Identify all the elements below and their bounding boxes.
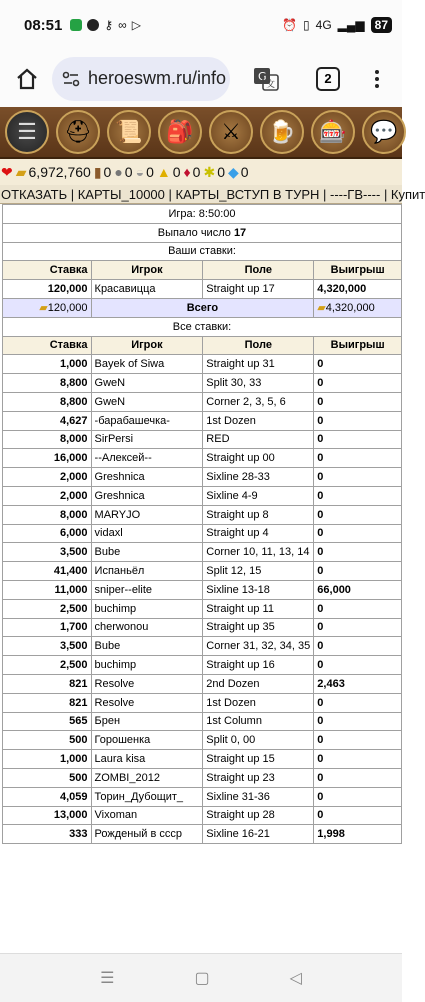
bet-amount: 2,500 [3, 656, 92, 675]
win-amount: 0 [314, 787, 402, 806]
game-title: Игра: 8:50:00 [3, 205, 402, 224]
bet-amount: 821 [3, 693, 92, 712]
win-amount: 0 [314, 524, 402, 543]
svg-text:G: G [258, 69, 267, 83]
all-bets-heading-row [3, 317, 402, 336]
resources-bar [0, 159, 402, 185]
bet-amount: 120,000 [3, 280, 92, 299]
win-amount: 0 [314, 468, 402, 487]
network-label: 4G [315, 18, 332, 32]
resource-diamond [228, 164, 249, 181]
player-name[interactable]: Bube [91, 637, 203, 656]
win-amount: 0 [314, 392, 402, 411]
tavern-mug-icon[interactable]: 🍺 [260, 110, 304, 154]
player-name[interactable]: Greshnica [91, 486, 203, 505]
bet-amount: 4,059 [3, 787, 92, 806]
bet-field: Corner 31, 32, 34, 35 [203, 637, 314, 656]
player-name[interactable]: Bube [91, 543, 203, 562]
table-row [3, 712, 402, 731]
resource-mercury [136, 164, 154, 180]
player-name[interactable]: sniper--elite [91, 580, 203, 599]
bet-field: Sixline 4-9 [203, 486, 314, 505]
table-row [3, 825, 402, 844]
messenger-icon [87, 19, 99, 31]
ore-amount: 0 [124, 164, 133, 180]
player-name[interactable]: Красавицца [91, 280, 203, 299]
player-name[interactable]: SirPersi [91, 430, 203, 449]
site-settings-icon [62, 70, 80, 88]
resource-health [1, 164, 13, 181]
bet-amount: 821 [3, 674, 92, 693]
bet-amount: 8,000 [3, 430, 92, 449]
bet-amount: 1,700 [3, 618, 92, 637]
menu-dot-icon [375, 70, 379, 74]
translate-button[interactable] [250, 63, 282, 95]
gold-icon: ▰ [15, 163, 27, 180]
all-bets-heading: Все ставки: [3, 317, 402, 336]
player-name[interactable]: MARYJO [91, 505, 203, 524]
heart-icon: ❤ [1, 163, 13, 180]
bet-amount: 8,800 [3, 374, 92, 393]
sulfur-icon: ▲ [156, 164, 171, 180]
table-row [3, 656, 402, 675]
bet-amount: 4,627 [3, 411, 92, 430]
table-row [3, 618, 402, 637]
gold-amount: 6,972,760 [28, 164, 91, 180]
browser-menu-button[interactable] [372, 70, 382, 88]
back-icon[interactable]: ◁ [289, 970, 302, 987]
bet-field: 1st Dozen [203, 693, 314, 712]
my-bet-row [3, 280, 402, 299]
main-menu-icon[interactable]: ☰ [5, 110, 49, 154]
col-header-bet: Ставка [3, 261, 92, 280]
player-name[interactable]: -барабашечка- [91, 411, 203, 430]
win-amount: 0 [314, 599, 402, 618]
key-icon: ⚷ [104, 18, 114, 32]
player-name[interactable]: Bayek of Siwa [91, 355, 203, 374]
table-row [3, 787, 402, 806]
bet-field: 1st Column [203, 712, 314, 731]
player-name[interactable]: Рожденый в ссср [91, 825, 203, 844]
player-name[interactable]: ZOMBI_2012 [91, 768, 203, 787]
player-name[interactable]: cherwonou [91, 618, 203, 637]
total-bet: 120,000 [47, 302, 88, 315]
table-row [3, 806, 402, 825]
bet-amount: 13,000 [3, 806, 92, 825]
bet-amount: 565 [3, 712, 92, 731]
menu-dot-icon [375, 77, 379, 81]
total-bet-cell [3, 298, 92, 317]
recent-apps-icon[interactable]: ☰ [100, 970, 115, 987]
table-row [3, 524, 402, 543]
win-amount: 0 [314, 731, 402, 750]
character-helmet-icon[interactable]: ⛑ [56, 110, 100, 154]
player-name[interactable]: Брен [91, 712, 203, 731]
player-name[interactable]: buchimp [91, 656, 203, 675]
win-amount: 1,998 [314, 825, 402, 844]
player-name[interactable]: --Алексей-- [91, 449, 203, 468]
map-scroll-icon[interactable]: 📜 [107, 110, 151, 154]
browser-toolbar [0, 50, 402, 107]
signal-icon: ▂▄▆ [337, 18, 365, 32]
gems-amount: 0 [217, 164, 225, 180]
chat-bubble-icon[interactable]: 💬 [362, 110, 406, 154]
bet-amount: 3,500 [3, 637, 92, 656]
whatsapp-icon [70, 19, 82, 31]
bet-field: Straight up 11 [203, 599, 314, 618]
inventory-bag-icon[interactable]: 🎒 [158, 110, 202, 154]
win-amount: 0 [314, 562, 402, 581]
col-header-bet: Ставка [3, 336, 92, 355]
table-row [3, 355, 402, 374]
win-amount: 0 [314, 411, 402, 430]
menu-dot-icon [375, 84, 379, 88]
win-amount: 0 [314, 806, 402, 825]
player-name[interactable]: vidaxl [91, 524, 203, 543]
mercury-icon: ◒ [135, 164, 145, 180]
svg-text:文: 文 [266, 79, 276, 90]
table-row [3, 599, 402, 618]
col-header-player: Игрок [91, 336, 203, 355]
home-icon [15, 67, 39, 91]
battery-indicator: 87 [371, 17, 392, 33]
my-bets-total-row [3, 298, 402, 317]
bet-field: Straight up 17 [203, 280, 314, 299]
win-amount: 0 [314, 656, 402, 675]
table-row [3, 543, 402, 562]
bet-field: Split 12, 15 [203, 562, 314, 581]
alarm-icon: ⏰ [282, 18, 298, 32]
player-name[interactable]: GweN [91, 374, 203, 393]
status-bar [0, 0, 402, 50]
tab-switcher-button[interactable]: 2 [316, 67, 340, 91]
col-header-field: Поле [203, 261, 314, 280]
home-button[interactable] [12, 64, 42, 94]
bet-field: Straight up 4 [203, 524, 314, 543]
win-amount: 66,000 [314, 580, 402, 599]
table-row [3, 693, 402, 712]
bet-field: Straight up 15 [203, 750, 314, 769]
bet-field: Split 30, 33 [203, 374, 314, 393]
wood-icon: ▮ [93, 163, 102, 180]
my-bets-header-row [3, 261, 402, 280]
bet-field: Straight up 23 [203, 768, 314, 787]
bet-amount: 16,000 [3, 449, 92, 468]
resource-crystal [184, 164, 201, 180]
bet-field: Straight up 16 [203, 656, 314, 675]
link-icon: ∞ [118, 18, 127, 32]
bet-field: Sixline 13-18 [203, 580, 314, 599]
table-row [3, 731, 402, 750]
channels-strip[interactable]: ОТКАЗАТЬ | КАРТЫ_10000 | КАРТЫ_ВСТУП В ТУРН | ----ГВ---- | Купит [1, 187, 425, 202]
bet-field: 2nd Dozen [203, 674, 314, 693]
bet-field: Corner 2, 3, 5, 6 [203, 392, 314, 411]
bet-field: Sixline 31-36 [203, 787, 314, 806]
table-row [3, 486, 402, 505]
bet-amount: 3,500 [3, 543, 92, 562]
bets-table [2, 204, 402, 844]
table-row [3, 468, 402, 487]
bet-amount: 333 [3, 825, 92, 844]
win-amount: 0 [314, 374, 402, 393]
win-amount: 2,463 [314, 674, 402, 693]
bet-field: Straight up 31 [203, 355, 314, 374]
win-amount: 0 [314, 430, 402, 449]
notification-icons [70, 18, 141, 32]
my-bets-heading: Ваши ставки: [3, 242, 402, 261]
my-bets-heading-row [3, 242, 402, 261]
player-name[interactable]: buchimp [91, 599, 203, 618]
address-bar[interactable] [52, 57, 230, 101]
mercury-amount: 0 [146, 164, 154, 180]
bet-field: Straight up 8 [203, 505, 314, 524]
resource-gold [16, 164, 91, 181]
roulette-icon[interactable]: 🎰 [311, 110, 355, 154]
play-icon: ▷ [131, 18, 141, 32]
bet-amount: 2,500 [3, 599, 92, 618]
total-win-cell [314, 298, 402, 317]
result-row [3, 223, 402, 242]
win-amount: 0 [314, 750, 402, 769]
bet-field: Split 0, 00 [203, 731, 314, 750]
bet-amount: 2,000 [3, 486, 92, 505]
player-name[interactable]: GweN [91, 392, 203, 411]
game-results [0, 204, 402, 953]
bet-amount: 500 [3, 768, 92, 787]
table-row [3, 750, 402, 769]
bet-amount: 2,000 [3, 468, 92, 487]
bet-amount: 6,000 [3, 524, 92, 543]
table-row [3, 580, 402, 599]
total-label: Всего [91, 298, 314, 317]
bet-amount: 8,800 [3, 392, 92, 411]
bet-amount: 41,400 [3, 562, 92, 581]
all-bets-header-row [3, 336, 402, 355]
win-amount: 0 [314, 768, 402, 787]
player-name[interactable]: Greshnica [91, 468, 203, 487]
table-row [3, 392, 402, 411]
bet-field: Straight up 28 [203, 806, 314, 825]
wood-amount: 0 [103, 164, 112, 180]
player-name[interactable]: Горошенка [91, 731, 203, 750]
vibrate-icon: ▯ [303, 18, 310, 32]
col-header-win: Выигрыш [314, 261, 402, 280]
col-header-player: Игрок [91, 261, 203, 280]
bet-amount: 1,000 [3, 355, 92, 374]
gold-icon: ▰ [39, 302, 48, 315]
win-amount: 0 [314, 618, 402, 637]
player-name[interactable]: Resolve [91, 693, 203, 712]
win-amount: 0 [314, 637, 402, 656]
game-nav-bar [0, 107, 402, 159]
win-amount: 0 [314, 505, 402, 524]
table-row [3, 430, 402, 449]
table-row [3, 411, 402, 430]
win-amount: 0 [314, 355, 402, 374]
bet-field: Sixline 28-33 [203, 468, 314, 487]
col-header-win: Выигрыш [314, 336, 402, 355]
win-amount: 0 [314, 449, 402, 468]
battles-swords-icon[interactable]: ⚔ [209, 110, 253, 154]
crystal-amount: 0 [192, 164, 201, 180]
game-title-row [3, 205, 402, 224]
win-amount: 0 [314, 486, 402, 505]
resource-gems [203, 164, 225, 181]
home-nav-icon[interactable]: ▢ [194, 970, 210, 987]
result-text [3, 223, 402, 242]
table-row [3, 637, 402, 656]
table-row [3, 674, 402, 693]
result-label: Выпало число [157, 226, 231, 239]
player-name[interactable]: Vixoman [91, 806, 203, 825]
sulfur-amount: 0 [172, 164, 181, 180]
bet-field: RED [203, 430, 314, 449]
resource-wood [94, 164, 112, 181]
table-row [3, 374, 402, 393]
bet-amount: 500 [3, 731, 92, 750]
player-name[interactable]: Торин_Дубощит_ [91, 787, 203, 806]
col-header-field: Поле [203, 336, 314, 355]
bet-field: 1st Dozen [203, 411, 314, 430]
diamond-amount: 0 [240, 164, 249, 180]
status-right [282, 17, 392, 33]
ore-icon: ● [114, 164, 123, 180]
win-amount: 0 [314, 712, 402, 731]
table-row [3, 505, 402, 524]
resource-ore [114, 164, 132, 180]
bet-field: Straight up 00 [203, 449, 314, 468]
player-name[interactable]: Resolve [91, 674, 203, 693]
result-number: 17 [233, 226, 247, 239]
bet-field: Sixline 16-21 [203, 825, 314, 844]
gems-icon: ✱ [203, 163, 216, 180]
bet-field: Straight up 35 [203, 618, 314, 637]
gold-icon: ▰ [317, 302, 326, 315]
resource-sulfur [157, 164, 181, 180]
diamond-icon: ◆ [228, 163, 239, 180]
table-row [3, 449, 402, 468]
player-name[interactable]: Испаньёл [91, 562, 203, 581]
table-row [3, 562, 402, 581]
url-text: heroeswm.ru/info [88, 68, 227, 88]
total-win: 4,320,000 [325, 302, 375, 315]
bet-amount: 1,000 [3, 750, 92, 769]
crystal-icon: ♦ [183, 164, 191, 180]
bet-amount: 11,000 [3, 580, 92, 599]
win-amount: 4,320,000 [314, 280, 402, 299]
system-nav-bar [0, 953, 402, 1002]
translate-icon [252, 65, 280, 93]
player-name[interactable]: Laura kisa [91, 750, 203, 769]
bet-amount: 8,000 [3, 505, 92, 524]
win-amount: 0 [314, 543, 402, 562]
table-row [3, 768, 402, 787]
status-time: 08:51 [24, 16, 63, 34]
bet-field: Corner 10, 11, 13, 14 [203, 543, 314, 562]
win-amount: 0 [314, 693, 402, 712]
